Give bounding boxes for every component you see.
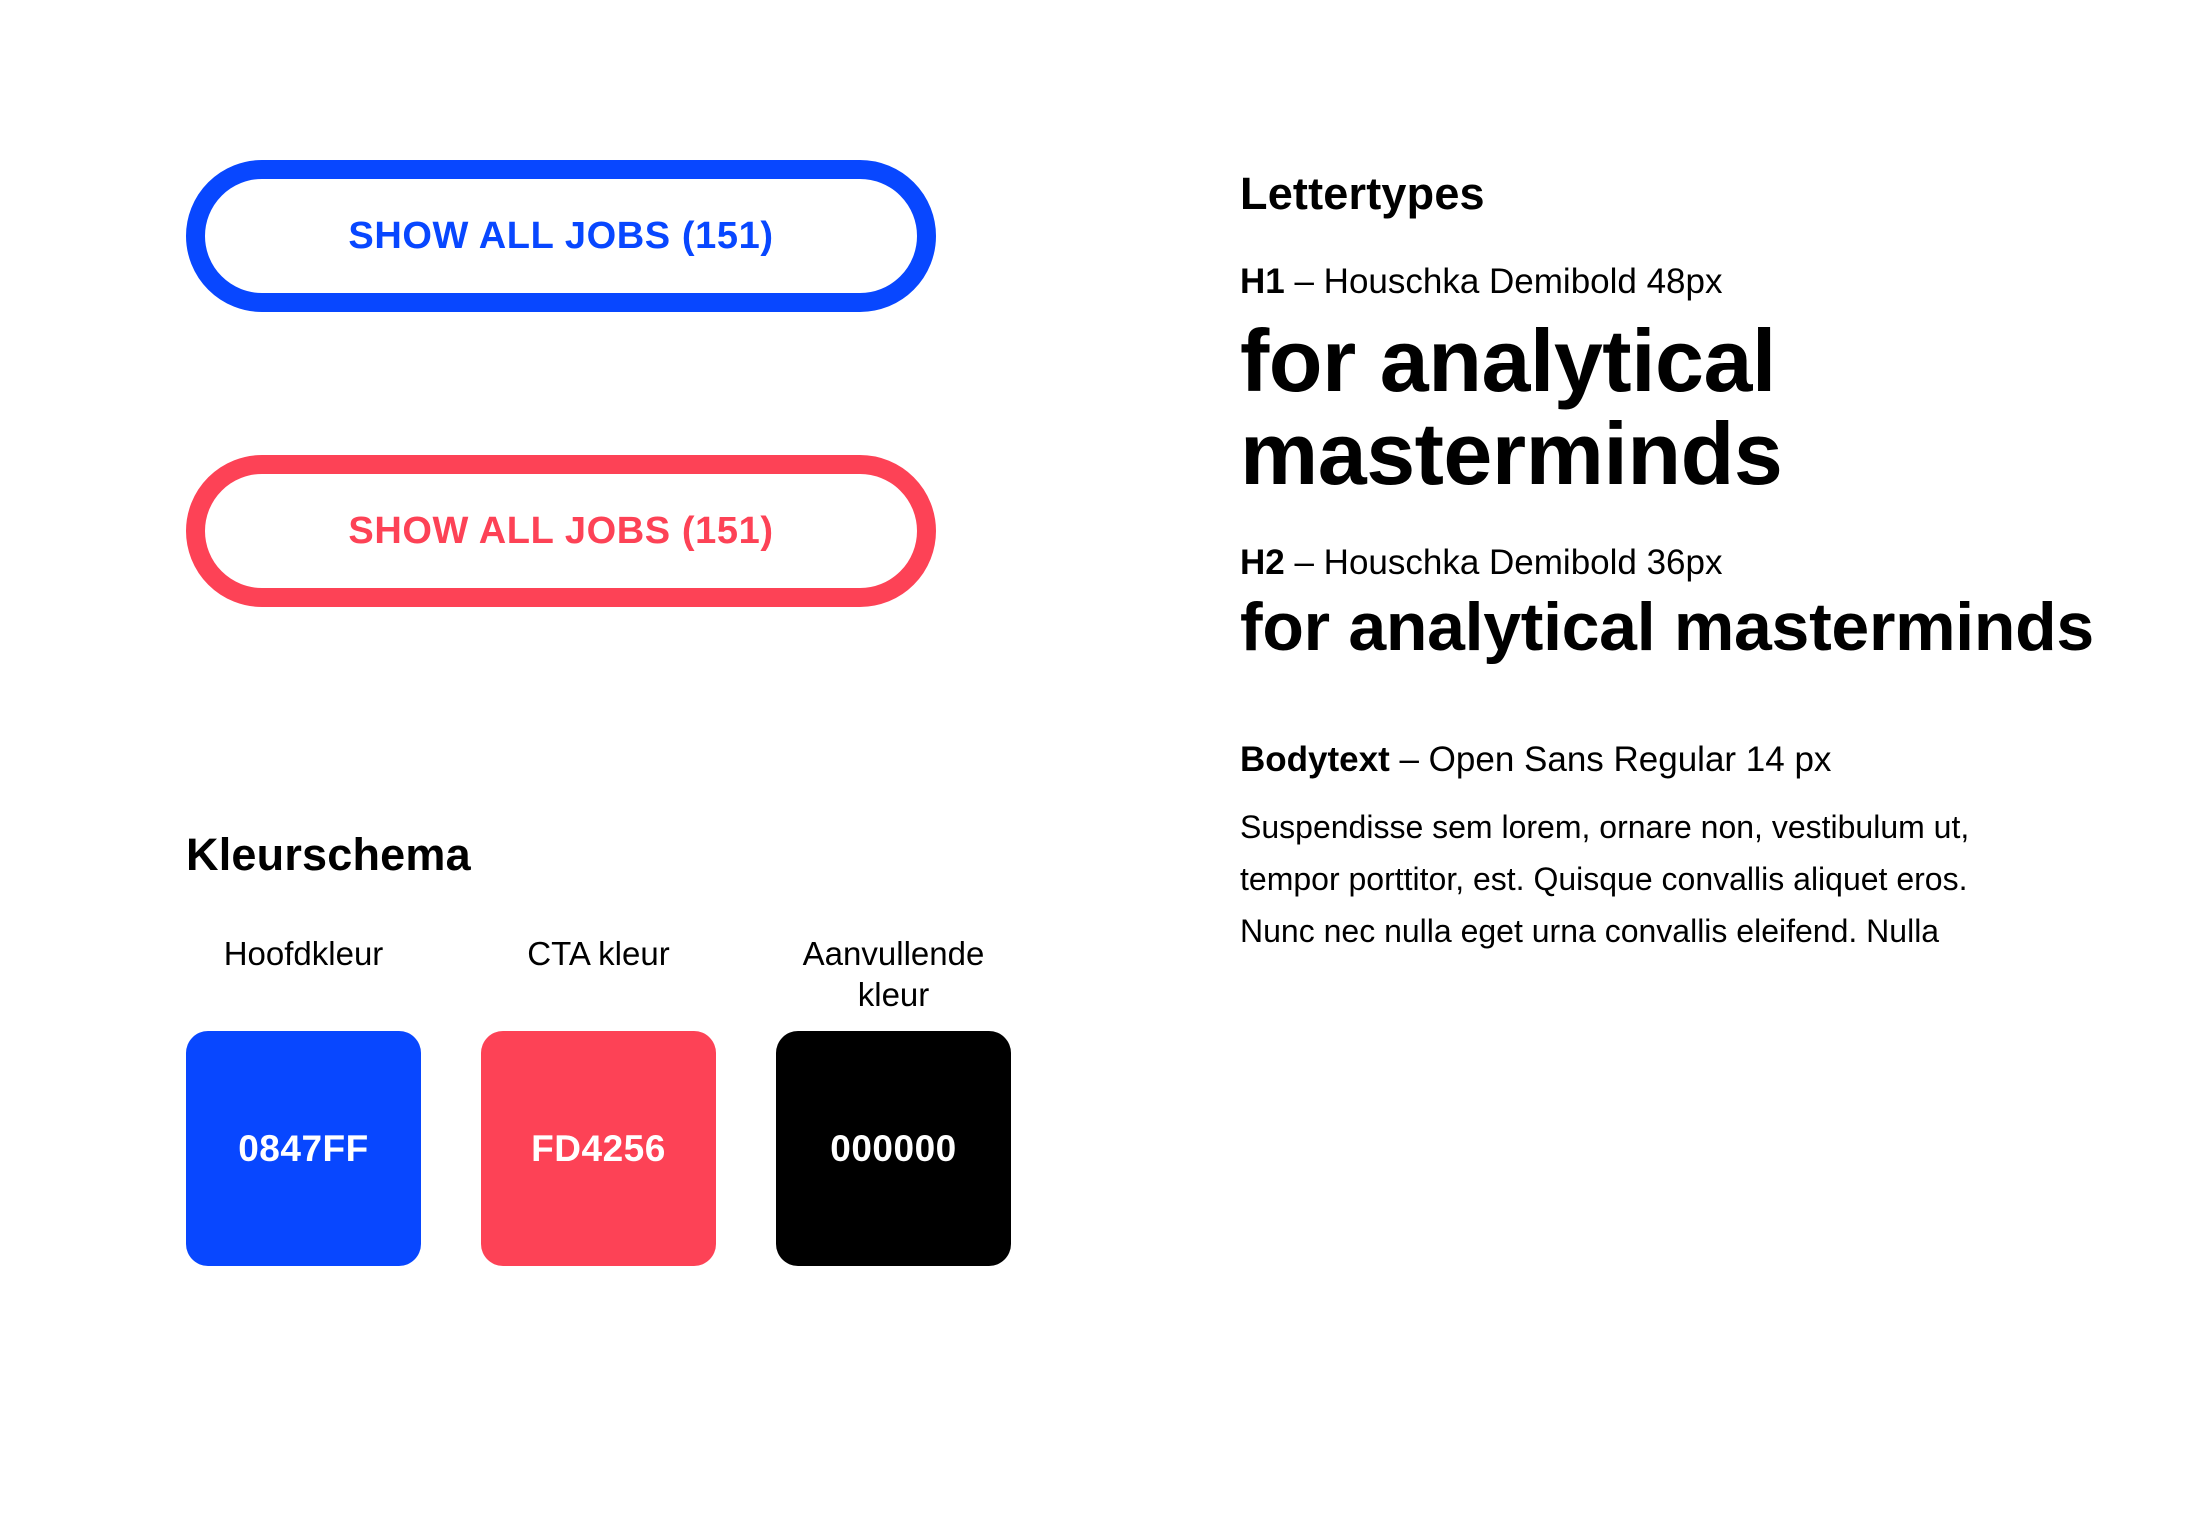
swatch-chip — [186, 1031, 421, 1266]
h2-spec-rest: – Houschka Demibold 36px — [1284, 542, 1723, 582]
h2-spec-tag: H2 — [1240, 542, 1285, 582]
show-all-jobs-primary-button[interactable] — [186, 160, 936, 312]
color-swatch-aanvullende — [776, 933, 1011, 1266]
swatch-label: Hoofdkleur — [223, 935, 384, 972]
h2-spec — [1240, 543, 2120, 583]
show-all-jobs-cta-button[interactable] — [186, 455, 936, 607]
color-swatch-hoofdkleur — [186, 933, 421, 1266]
left-column — [186, 160, 1006, 1266]
color-swatch-row — [186, 933, 1006, 1266]
swatch-hex: 000000 — [830, 1127, 957, 1169]
color-swatch-cta — [481, 933, 716, 1266]
bodytext-spec-tag: Bodytext — [1240, 739, 1390, 779]
bodytext-sample: Suspendisse sem lorem, ornare non, vestibulum ut, tempor porttitor, est. Quisque convallis aliquet eros. Nunc nec nulla eget urna convallis eleifend. Nulla — [1240, 808, 1970, 949]
swatch-chip — [776, 1031, 1011, 1266]
swatch-chip — [481, 1031, 716, 1266]
swatch-hex: 0847FF — [238, 1127, 369, 1169]
bodytext-spec-rest: – Open Sans Regular 14 px — [1389, 739, 1832, 779]
right-column — [1240, 168, 2120, 957]
h1-sample-text: for analytical masterminds — [1240, 311, 1783, 504]
h1-spec-rest: – Houschka Demibold 48px — [1284, 262, 1723, 301]
h1-spec-tag: H1 — [1240, 262, 1285, 301]
swatch-label: CTA kleur — [527, 935, 670, 972]
bodytext-spec — [1240, 740, 2120, 780]
button-label: SHOW ALL JOBS (151) — [348, 214, 774, 257]
swatch-hex: FD4256 — [531, 1127, 666, 1169]
swatch-label: Aanvullende kleur — [802, 935, 985, 1014]
h2-sample-text: for analytical masterminds — [1240, 588, 2094, 665]
button-label: SHOW ALL JOBS (151) — [348, 509, 774, 552]
colorscheme-title: Kleurschema — [186, 829, 471, 880]
typography-title: Lettertypes — [1240, 168, 1485, 219]
h1-spec — [1240, 262, 2120, 302]
